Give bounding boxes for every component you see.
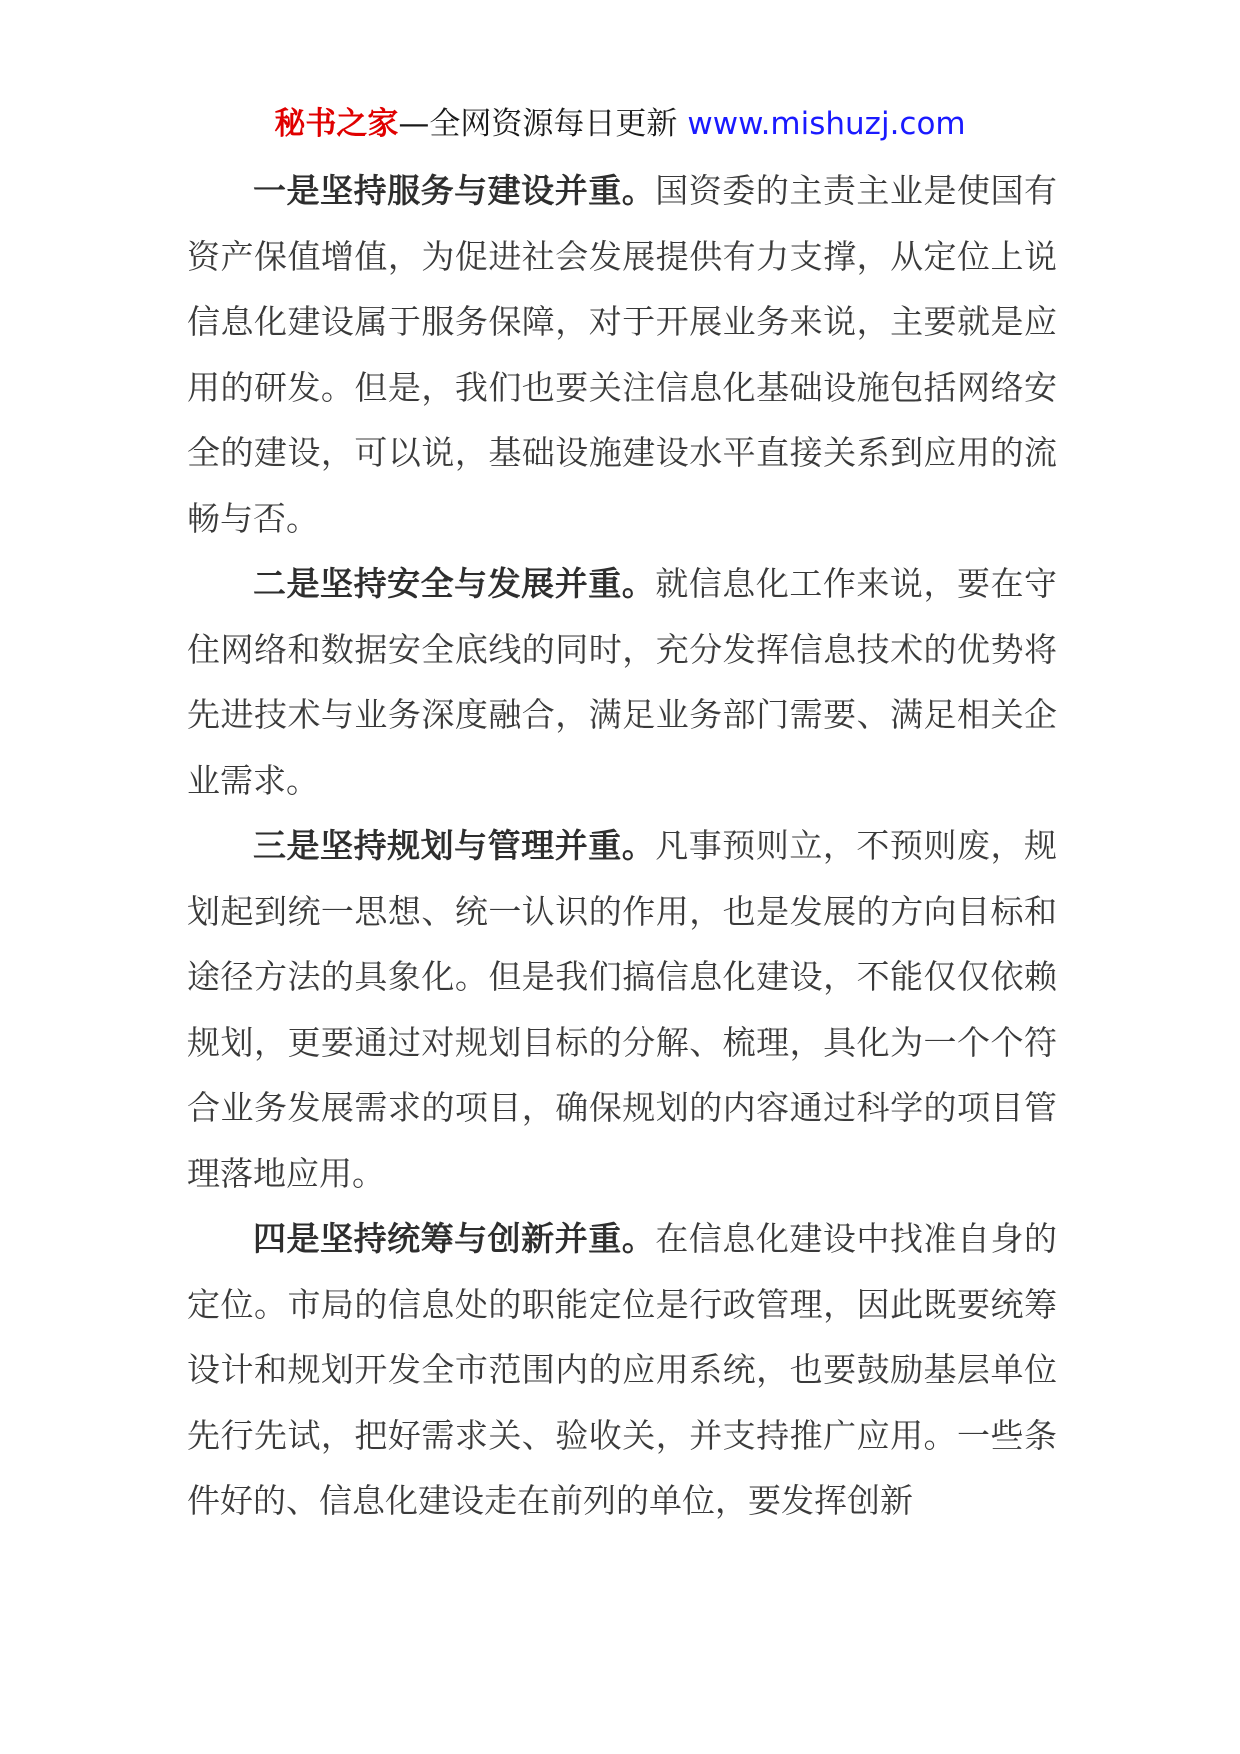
header-tagline: —全网资源每日更新	[398, 106, 678, 142]
paragraph-text: 就信息化工作来说，要在守住网络和数据安全底线的同时，充分发挥信息技术的优势将先进技术与业务深度融合，满足业务部门需要、满足相关企业需求。	[187, 564, 1058, 800]
paragraph-2	[187, 551, 1057, 813]
paragraph-text: 国资委的主责主业是使国有资产保值增值，为促进社会发展提供有力支撑，从定位上说信息化建设属于服务保障，对于开展业务来说，主要就是应用的研发。但是，我们也要关注信息化基础设施包括网络安全的建设，可以说，基础设施建设水平直接关系到应用的流畅与否。	[187, 171, 1058, 538]
paragraph-heading: 四是坚持统筹与创新并重。	[253, 1219, 656, 1258]
paragraph-3	[187, 813, 1057, 1206]
paragraph-4	[187, 1206, 1057, 1534]
paragraph-heading: 三是坚持规划与管理并重。	[253, 826, 656, 865]
paragraph-heading: 二是坚持安全与发展并重。	[253, 564, 656, 603]
paragraph-1	[187, 158, 1057, 551]
brand-name: 秘书之家	[274, 106, 399, 142]
paragraph-heading: 一是坚持服务与建设并重。	[253, 171, 656, 210]
document-body	[187, 158, 1057, 1534]
site-url-link[interactable]: www.mishuzj.com	[687, 106, 966, 142]
paragraph-text: 凡事预则立，不预则废，规划起到统一思想、统一认识的作用，也是发展的方向目标和途径方法的具象化。但是我们搞信息化建设，不能仅仅依赖规划，更要通过对规划目标的分解、梳理，具化为一个个符合业务发展需求的项目，确保规划的内容通过科学的项目管理落地应用。	[187, 826, 1058, 1193]
site-header	[0, 100, 1240, 148]
paragraph-text: 在信息化建设中找准自身的定位。市局的信息处的职能定位是行政管理，因此既要统筹设计和规划开发全市范围内的应用系统，也要鼓励基层单位先行先试，把好需求关、验收关，并支持推广应用。一些条件好的、信息化建设走在前列的单位，要发挥创新	[187, 1219, 1058, 1520]
